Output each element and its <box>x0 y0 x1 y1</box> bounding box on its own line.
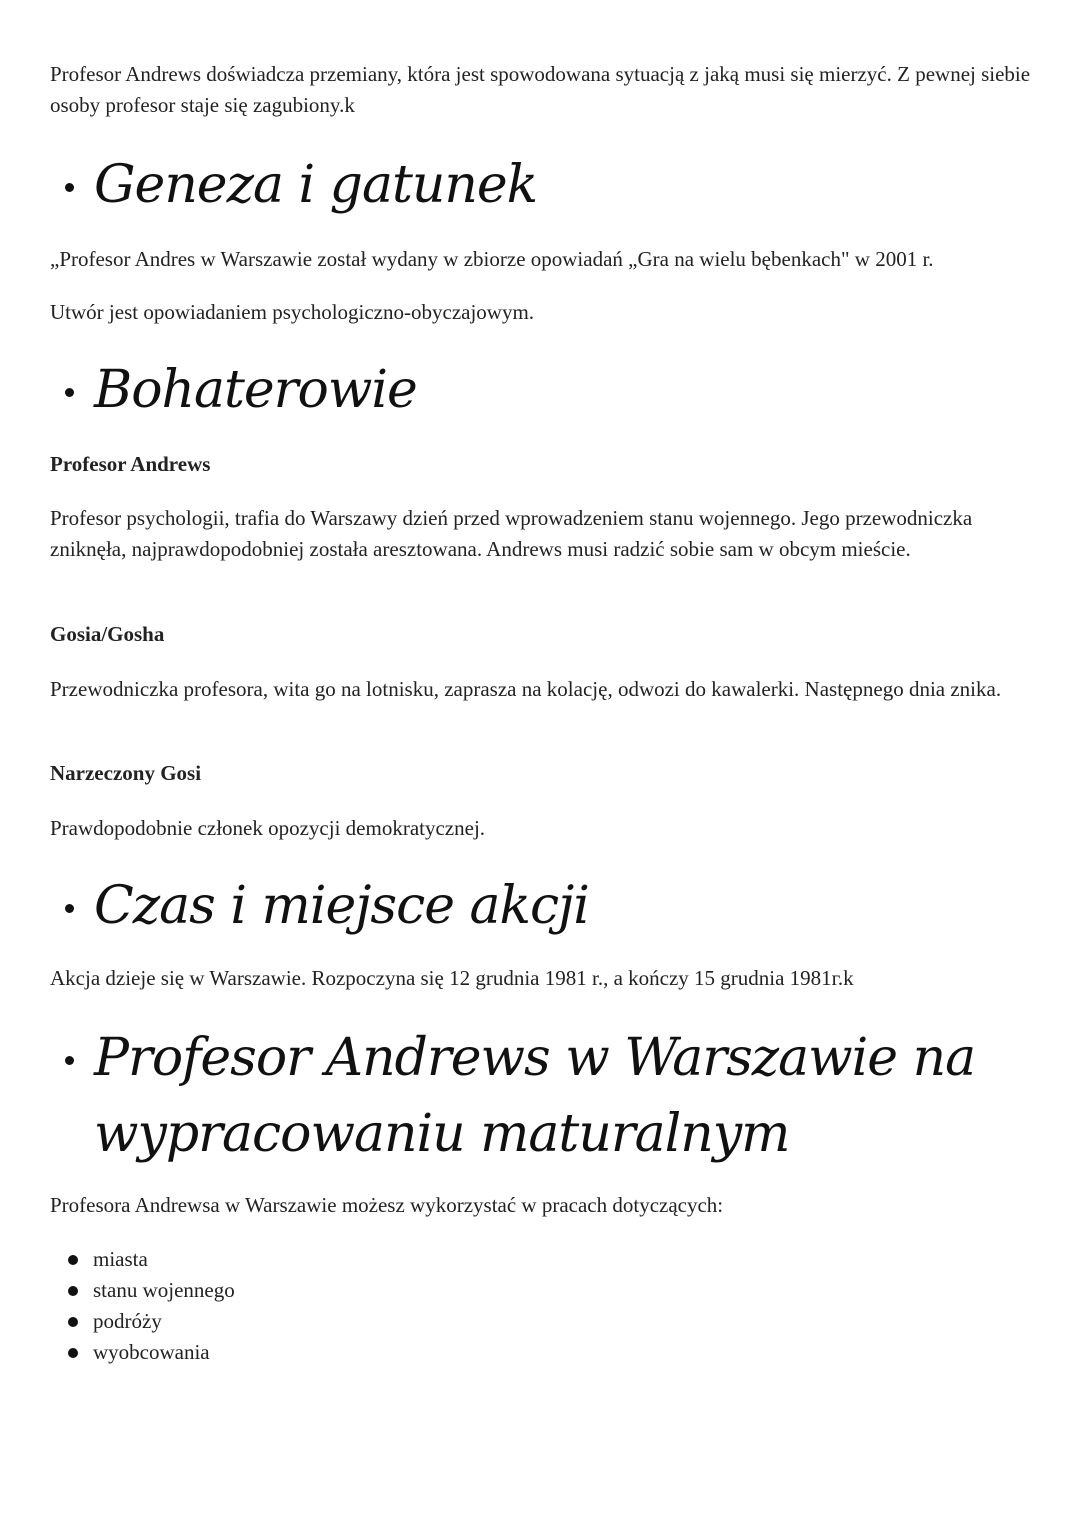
heading-geneza-text: Geneza i gatunek <box>94 155 538 215</box>
list-item: miasta <box>50 1244 1040 1275</box>
czas-paragraph: Akcja dzieje się w Warszawie. Rozpoczyna się 12 grudnia 1981 r., a kończy 15 grudnia 1981г.k <box>50 966 854 990</box>
character-desc-andrews: Profesor psychologii, trafia do Warszawy dzień przed wprowadzeniem stanu wojennego. Jego przewodniczka zniknęła, najprawdopodobniej została aresztowana. Andrews musi radzić sobie sam w obcym mieście. <box>50 506 973 561</box>
heading-czas-text: Czas i miejsce akcji <box>94 876 589 936</box>
intro-paragraph: Profesor Andrews doświadcza przemiany, która jest spowodowana sytuacją z jaką musi się mierzyć. Z pewnej siebie osoby profesor staje się zagubiony.k <box>50 62 1031 117</box>
heading-bohaterowie-text: Bohaterowie <box>94 360 417 420</box>
character-desc-narzeczony: Prawdopodobnie członek opozycji demokratycznej. <box>50 816 486 840</box>
list-item: podróży <box>50 1306 1040 1337</box>
list-item: stanu wojennego <box>50 1275 1040 1306</box>
heading-bullet-icon <box>65 183 74 192</box>
heading-bullet-icon <box>65 1056 74 1065</box>
matura-intro: Profesora Andrewsa w Warszawie możesz wykorzystać w pracach dotyczących: <box>50 1193 724 1217</box>
heading-matura <box>50 1020 1040 1172</box>
heading-bullet-icon <box>65 904 74 913</box>
character-name-narzeczony: Narzeczony Gosi <box>50 761 202 785</box>
character-name-gosia: Gosia/Gosha <box>50 622 165 646</box>
character-desc-gosia: Przewodniczka profesora, wita go na lotnisku, zaprasza na kolację, odwozi do kawalerki. Następnego dnia znika. <box>50 677 1002 701</box>
matura-topics-list <box>50 1244 1040 1368</box>
geneza-paragraph-2: Utwór jest opowiadaniem psychologiczno-obyczajowym. <box>50 300 535 324</box>
heading-bohaterowie <box>50 352 1040 428</box>
heading-matura-text: Profesor Andrews w Warszawie na wypracowaniu maturalnym <box>94 1028 976 1164</box>
heading-bullet-icon <box>65 388 74 397</box>
heading-geneza <box>50 147 1040 223</box>
character-name-andrews: Profesor Andrews <box>50 452 211 476</box>
list-item: wyobcowania <box>50 1337 1040 1368</box>
heading-czas <box>50 868 1040 944</box>
geneza-paragraph-1: „Profesor Andres w Warszawie został wydany w zbiorze opowiadań „Gra na wielu bębenkach" w 2001 r. <box>50 247 934 271</box>
